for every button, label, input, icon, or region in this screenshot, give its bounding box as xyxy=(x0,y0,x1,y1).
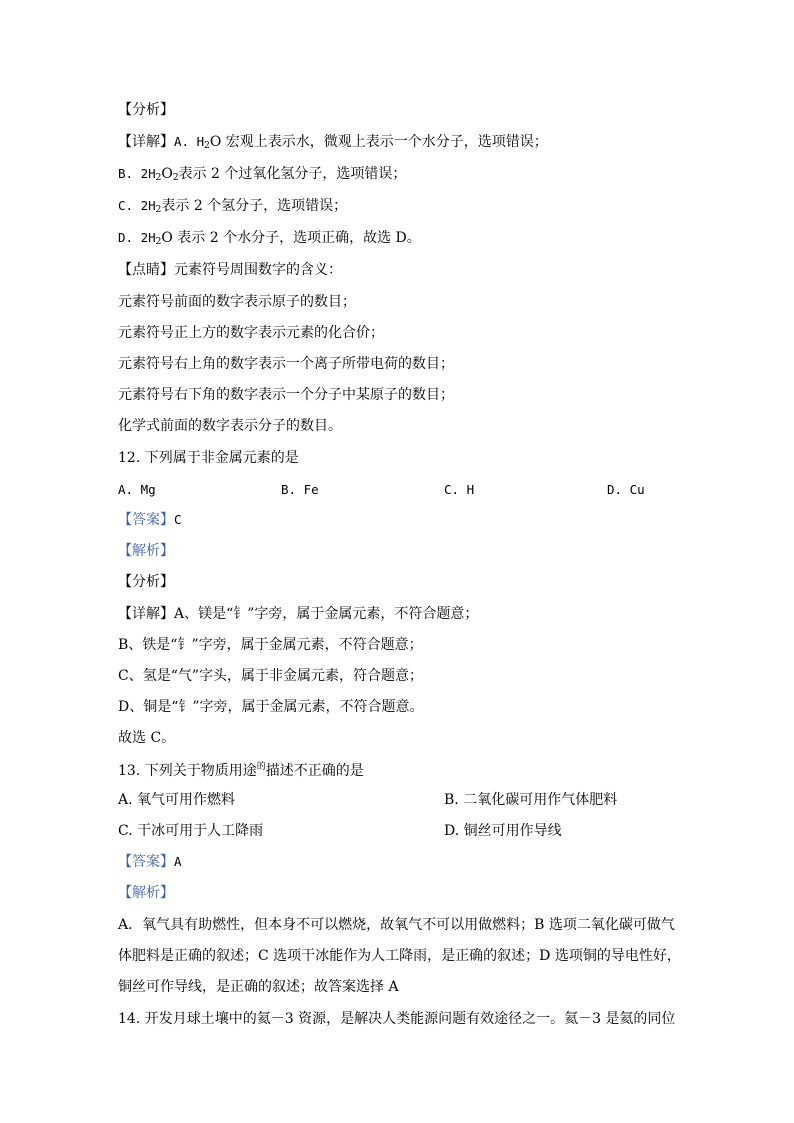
q13-explain-line: 铜丝可作导线，是正确的叙述；故答案选择 A xyxy=(118,979,399,995)
q12-detail-line: 【详解】A、镁是“钅”字旁，属于金属元素，不符合题意； xyxy=(118,606,479,622)
answer-value: A xyxy=(174,854,182,869)
detail-line-a: 【详解】A. $H_2O$ 宏观上表示水，微观上表示一个水分子，选项错误； xyxy=(118,134,548,151)
question-14-stem: 14. 开发月球土壤中的氦－3 资源，是解决人类能源问题有效途径之一。氦－3 是氦的同位 xyxy=(118,1011,676,1027)
answer-tag: 【答案】 xyxy=(118,512,174,528)
q13-option-c: C. 干冰可用于人工降雨 xyxy=(118,823,264,839)
q12-answer xyxy=(118,510,182,530)
tip-line: 元素符号前面的数字表示原子的数目； xyxy=(118,294,356,310)
tip-heading-line: 【点睛】元素符号周围数字的含义： xyxy=(118,262,342,278)
question-13-stem: 13. 下列关于物质用途$^的$描述不正确的是 xyxy=(118,762,364,779)
q12-analysis-heading xyxy=(118,572,174,592)
q13-option-b: B. 二氧化碳可用作气体肥料 xyxy=(444,792,618,808)
question-12-stem: 12. 下列属于非金属元素的是 xyxy=(118,450,299,466)
tip-line: 元素符号正上方的数字表示元素的化合价； xyxy=(118,325,384,341)
q12-explain-heading xyxy=(118,541,174,561)
q12-detail-line: B、铁是“钅”字旁，属于金属元素，不符合题意； xyxy=(118,637,423,653)
answer-tag: 【答案】 xyxy=(118,854,174,870)
detail-tag: 【详解】 xyxy=(118,606,174,622)
q13-explain-line: A．氧气具有助燃性，但本身不可以燃烧，故氧气不可以用做燃料；B 选项二氧化碳可做气 xyxy=(118,917,675,933)
detail-line-b: B. $2H_2O_2$表示 2 个过氧化氢分子，选项错误； xyxy=(118,166,407,183)
q13-explain-line: 体肥料是正确的叙述；C 选项干冰能作为人工降雨，是正确的叙述；D 选项铜的导电性好， xyxy=(118,948,681,964)
detail-tag: 【详解】 xyxy=(118,134,174,150)
q13-option-d: D. 铜丝可用作导线 xyxy=(444,823,562,839)
q12-option-c: C. H xyxy=(444,482,475,497)
q12-option-a: A. Mg xyxy=(118,482,156,497)
tip-line: 元素符号右上角的数字表示一个离子所带电荷的数目； xyxy=(118,356,454,372)
q13-explain-heading xyxy=(118,883,174,903)
q13-option-a: A. 氧气可用作燃料 xyxy=(118,792,236,808)
analysis-tag: 【分析】 xyxy=(118,102,174,118)
answer-value: C xyxy=(174,512,182,527)
tip-line: 化学式前面的数字表示分子的数目。 xyxy=(118,418,342,434)
q12-detail-line: D、铜是“钅”字旁，属于金属元素，不符合题意。 xyxy=(118,699,424,715)
explain-tag: 【解析】 xyxy=(118,885,174,901)
analysis-tag: 【分析】 xyxy=(118,574,174,590)
detail-line-c: C. $2H_2$表示 2 个氢分子，选项错误； xyxy=(118,198,348,215)
detail-line-d: D. $2H_2O$ 表示 2 个水分子，选项正确，故选 D。 xyxy=(118,230,421,247)
q12-conclusion: 故选 C。 xyxy=(118,730,176,746)
q12-option-b: B. Fe xyxy=(281,482,319,497)
analysis-heading xyxy=(118,100,174,120)
q12-detail-line: C、氢是“气”字头，属于非金属元素，符合题意； xyxy=(118,668,424,684)
tip-line: 元素符号右下角的数字表示一个分子中某原子的数目； xyxy=(118,387,454,403)
q12-option-d: D. Cu xyxy=(607,482,645,497)
explain-tag: 【解析】 xyxy=(118,543,174,559)
q13-answer xyxy=(118,852,182,872)
tip-tag: 【点睛】 xyxy=(118,262,174,278)
